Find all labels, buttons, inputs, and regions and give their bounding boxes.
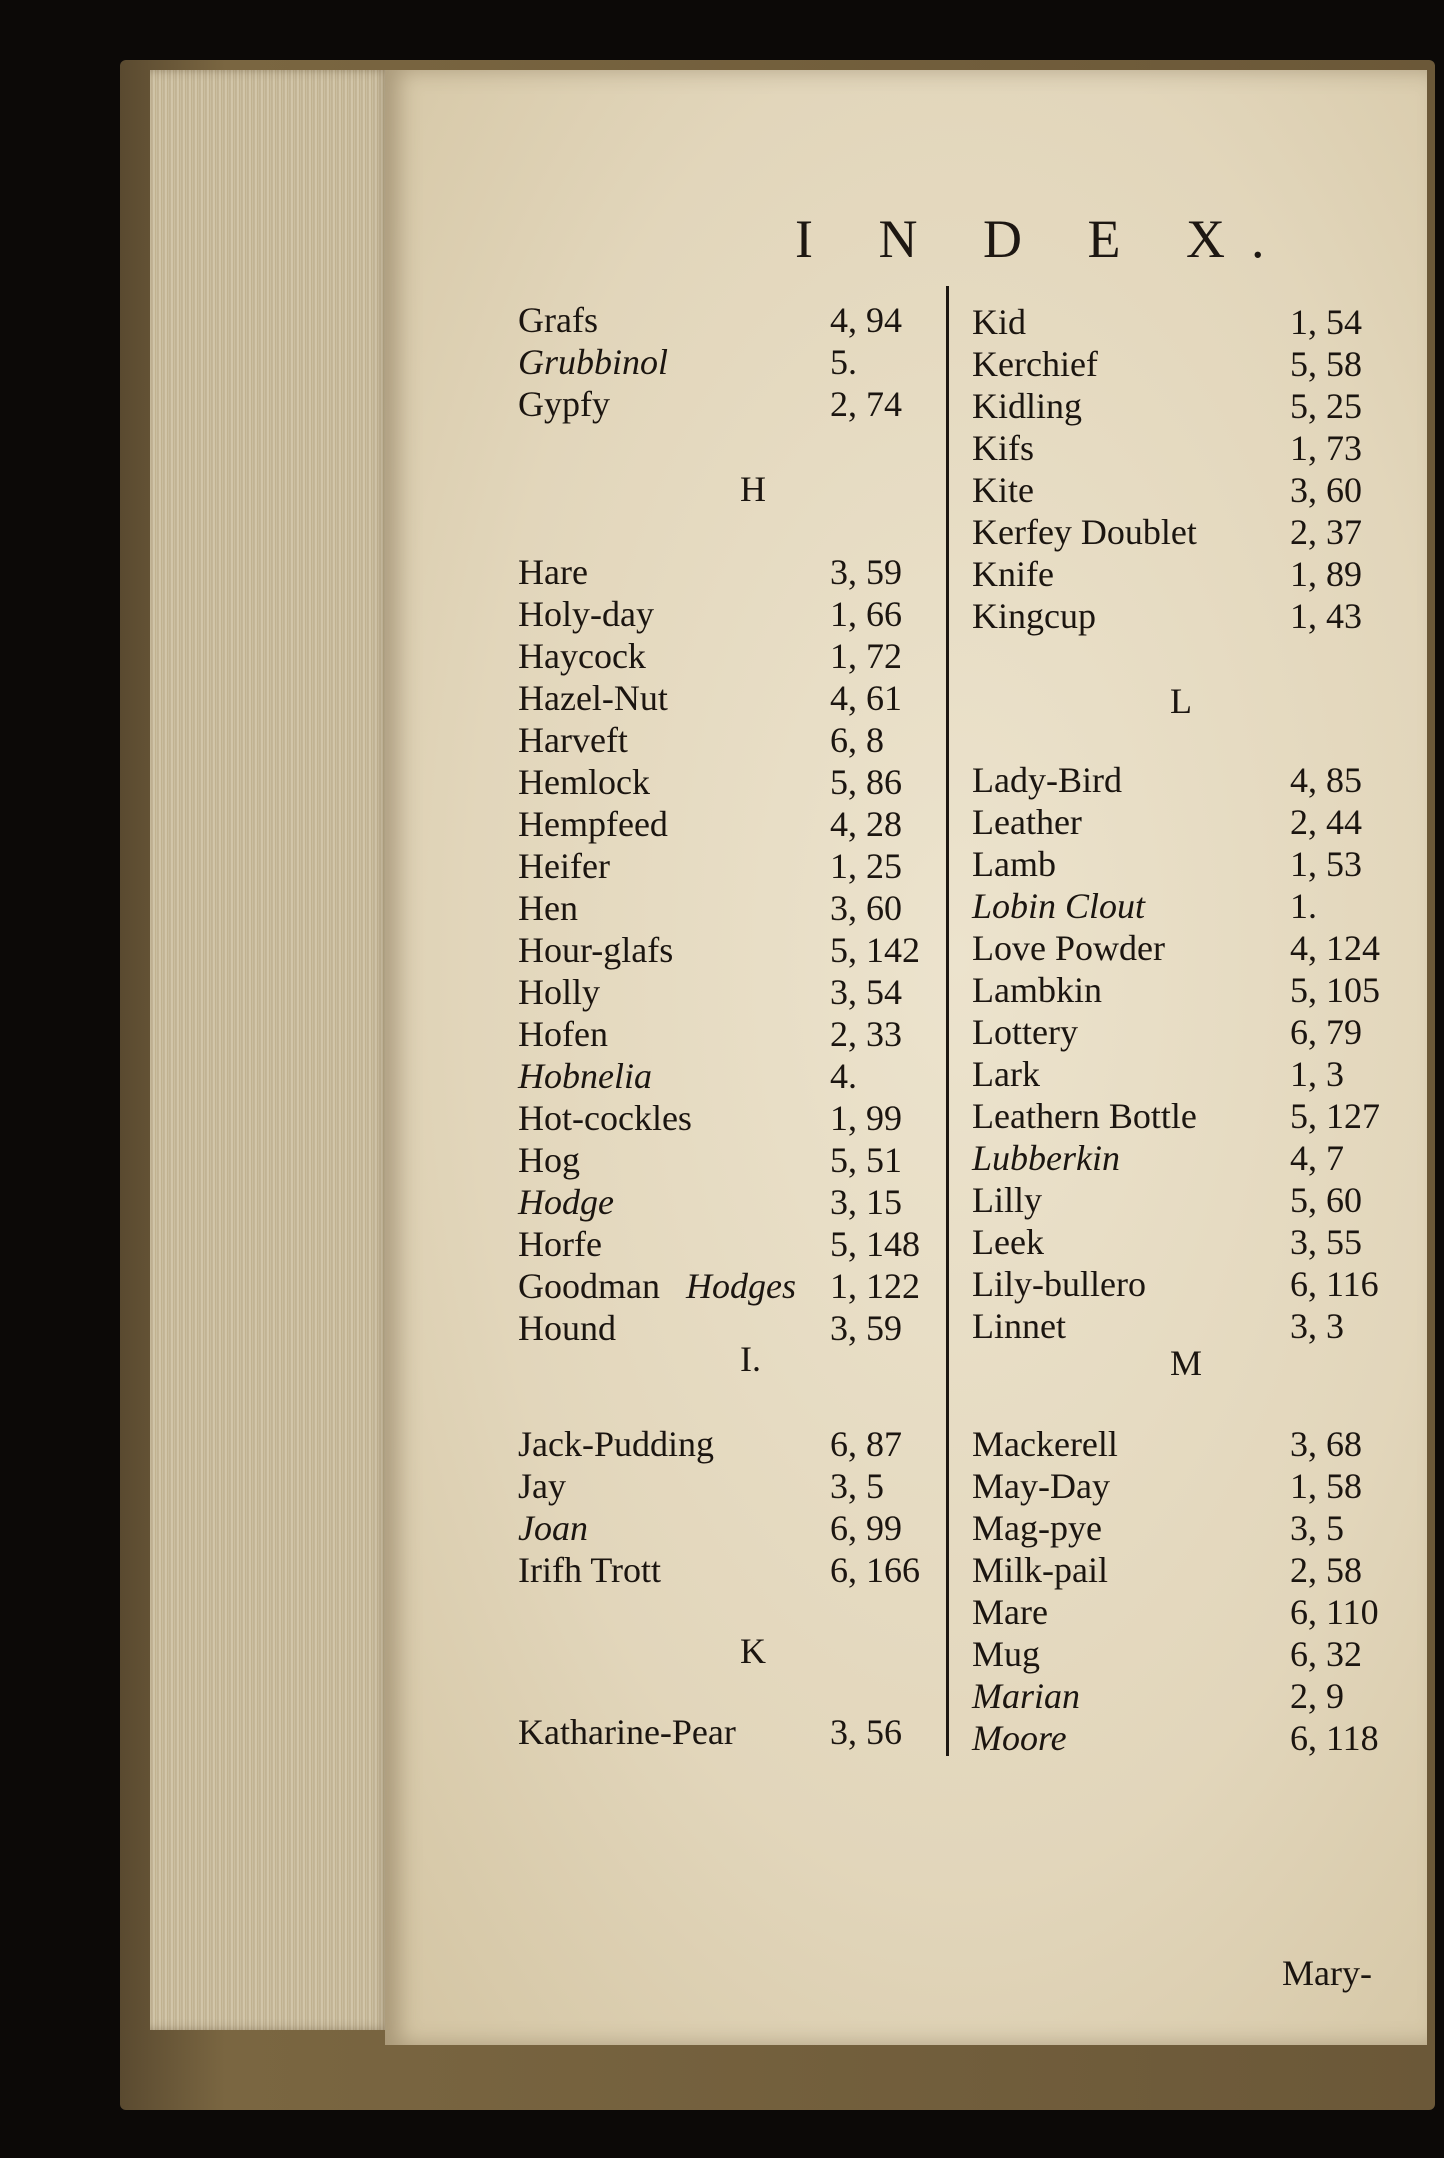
entry-reference: 3, 56 [830, 1712, 902, 1752]
entry-reference: 5, 51 [830, 1140, 902, 1180]
entry-term: Knife [972, 554, 1054, 594]
entry-term: Joan [518, 1508, 588, 1548]
entry-term: Lambkin [972, 970, 1102, 1010]
entry-reference: 6, 87 [830, 1424, 902, 1464]
entry-term: Grafs [518, 300, 598, 340]
entry-reference: 4, 28 [830, 804, 902, 844]
entry-term: Leather [972, 802, 1082, 842]
entry-term: May-Day [972, 1466, 1110, 1506]
section-letter: L [1170, 681, 1192, 721]
entry-reference: 2, 58 [1290, 1550, 1362, 1590]
entry-reference: 1, 58 [1290, 1466, 1362, 1506]
entry-term: Hot-cockles [518, 1098, 692, 1138]
entry-term: Goodman [518, 1266, 660, 1306]
entry-term: Hofen [518, 1014, 608, 1054]
entry-reference: 1. [1290, 886, 1317, 926]
entry-reference: 3, 59 [830, 1308, 902, 1348]
entry-term: Horfe [518, 1224, 602, 1264]
entry-term: Holy-day [518, 594, 654, 634]
entry-reference: 4, 94 [830, 300, 902, 340]
entry-reference: 4, 85 [1290, 760, 1362, 800]
entry-reference: 1, 122 [830, 1266, 920, 1306]
entry-term: Hen [518, 888, 578, 928]
entry-reference: 6, 99 [830, 1508, 902, 1548]
entry-term: Lamb [972, 844, 1056, 884]
entry-reference: 3, 5 [830, 1466, 884, 1506]
entry-reference: 2, 9 [1290, 1676, 1344, 1716]
entry-reference: 3, 15 [830, 1182, 902, 1222]
catchword: Mary- [1282, 1953, 1372, 1993]
entry-reference: 5. [830, 342, 857, 382]
page-title: I N D E X. [795, 209, 1291, 269]
entry-term: Lottery [972, 1012, 1078, 1052]
entry-reference: 1, 73 [1290, 428, 1362, 468]
entry-term: Hazel-Nut [518, 678, 668, 718]
entry-term: Mag-pye [972, 1508, 1102, 1548]
entry-term: Hare [518, 552, 588, 592]
entry-reference: 1, 89 [1290, 554, 1362, 594]
entry-term: Lady-Bird [972, 760, 1122, 800]
entry-reference: 1, 25 [830, 846, 902, 886]
entry-term: Leek [972, 1222, 1044, 1262]
entry-term: Mackerell [972, 1424, 1118, 1464]
entry-term: Hour-glafs [518, 930, 674, 970]
entry-reference: 5, 86 [830, 762, 902, 802]
entry-term: Irifh Trott [518, 1550, 662, 1590]
entry-reference: 3, 55 [1290, 1222, 1362, 1262]
entry-reference: 5, 127 [1290, 1096, 1380, 1136]
entry-reference: 1, 72 [830, 636, 902, 676]
section-letter: H [740, 469, 766, 509]
entry-term: Milk-pail [972, 1550, 1108, 1590]
entry-reference: 2, 33 [830, 1014, 902, 1054]
entry-reference: 2, 37 [1290, 512, 1362, 552]
entry-term: Lilly [972, 1180, 1042, 1220]
entry-term: Katharine-Pear [518, 1712, 736, 1752]
entry-reference: 6, 8 [830, 720, 884, 760]
entry-term: Hodge [518, 1182, 614, 1222]
entry-reference: 3, 54 [830, 972, 902, 1012]
entry-term: Hempfeed [518, 804, 668, 844]
entry-term: Lark [972, 1054, 1040, 1094]
entry-term: Kingcup [972, 596, 1096, 636]
entry-term: Moore [972, 1718, 1067, 1758]
entry-term: Kite [972, 470, 1034, 510]
entry-reference: 1, 53 [1290, 844, 1362, 884]
entry-term: Grubbinol [518, 342, 669, 382]
entry-reference: 1, 99 [830, 1098, 902, 1138]
entry-term: Linnet [972, 1306, 1066, 1346]
entry-term-italic: Hodges [686, 1266, 796, 1306]
entry-term: Gypfy [518, 384, 610, 424]
entry-reference: 5, 105 [1290, 970, 1380, 1010]
entry-reference: 4, 124 [1290, 928, 1380, 968]
entry-reference: 6, 110 [1290, 1592, 1379, 1632]
section-letter: I. [740, 1339, 761, 1379]
entry-reference: 3, 3 [1290, 1306, 1344, 1346]
entry-reference: 3, 5 [1290, 1508, 1344, 1548]
entry-reference: 1, 43 [1290, 596, 1362, 636]
section-letter: M [1170, 1343, 1203, 1383]
entry-term: Harveft [518, 720, 628, 760]
entry-term: Lobin Clout [972, 886, 1146, 926]
entry-reference: 5, 25 [1290, 386, 1362, 426]
entry-reference: 2, 44 [1290, 802, 1362, 842]
entry-term: Kerfey Doublet [972, 512, 1197, 552]
entry-term: Lily-bullero [972, 1264, 1146, 1304]
entry-reference: 5, 60 [1290, 1180, 1362, 1220]
entry-reference: 1, 66 [830, 594, 902, 634]
entry-reference: 2, 74 [830, 384, 902, 424]
entry-term: Lubberkin [972, 1138, 1120, 1178]
column-divider [946, 286, 949, 1756]
entry-term: Kifs [972, 428, 1034, 468]
entry-reference: 3, 68 [1290, 1424, 1362, 1464]
entry-reference: 5, 148 [830, 1224, 920, 1264]
entry-term: Jack-Pudding [518, 1424, 714, 1464]
entry-term: Marian [972, 1676, 1080, 1716]
entry-reference: 6, 116 [1290, 1264, 1379, 1304]
entry-reference: 3, 59 [830, 552, 902, 592]
entry-term: Kidling [972, 386, 1083, 426]
page-edges [150, 70, 390, 2030]
entry-reference: 5, 58 [1290, 344, 1362, 384]
entry-term: Jay [518, 1466, 566, 1506]
entry-reference: 4, 61 [830, 678, 902, 718]
entry-term: Holly [518, 972, 601, 1012]
entry-term: Mug [972, 1634, 1041, 1674]
entry-term: Hog [518, 1140, 580, 1180]
entry-term: Hobnelia [518, 1056, 652, 1096]
entry-reference: 5, 142 [830, 930, 920, 970]
section-letter: K [740, 1631, 766, 1671]
entry-reference: 6, 32 [1290, 1634, 1362, 1674]
entry-reference: 6, 118 [1290, 1718, 1379, 1758]
entry-reference: 6, 79 [1290, 1012, 1362, 1052]
entry-reference: 6, 166 [830, 1550, 920, 1590]
entry-reference: 3, 60 [830, 888, 902, 928]
entry-term: Mare [972, 1592, 1048, 1632]
entry-term: Heifer [518, 846, 610, 886]
entry-reference: 4. [830, 1056, 857, 1096]
entry-term: Hemlock [518, 762, 650, 802]
entry-reference: 1, 54 [1290, 302, 1362, 342]
entry-term: Kerchief [972, 344, 1098, 384]
entry-reference: 4, 7 [1290, 1138, 1344, 1178]
entry-term: Haycock [518, 636, 646, 676]
entry-reference: 1, 3 [1290, 1054, 1344, 1094]
entry-reference: 3, 60 [1290, 470, 1362, 510]
entry-term: Leathern Bottle [972, 1096, 1197, 1136]
entry-term: Kid [972, 302, 1026, 342]
entry-term: Hound [518, 1308, 616, 1348]
entry-term: Love Powder [972, 928, 1165, 968]
